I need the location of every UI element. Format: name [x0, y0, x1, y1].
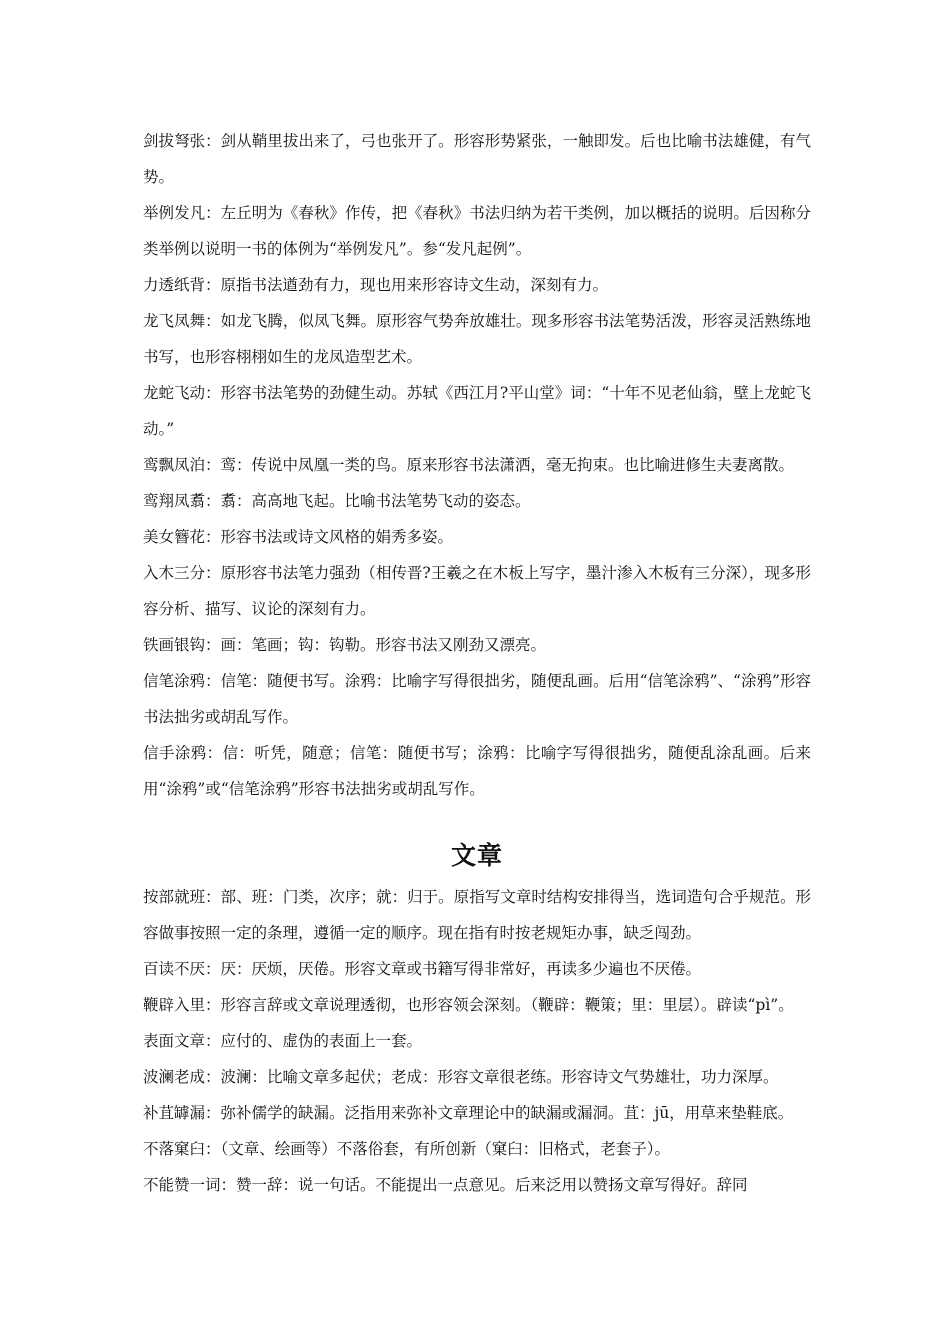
idiom-entry: 信手涂鸦：信：听凭，随意；信笔：随便书写；涂鸦：比喻字写得很拙劣，随便乱涂乱画。后来用“涂鸦”或“信笔涂鸦”形容书法拙劣或胡乱写作。	[143, 744, 811, 798]
idiom-entry: 美女簪花：形容书法或诗文风格的娟秀多姿。	[143, 528, 454, 546]
idiom-entry: 铁画银钩：画：笔画；钩：钩勒。形容书法又刚劲又漂亮。	[143, 636, 547, 654]
idiom-entry: 鸾飘凤泊：鸾：传说中凤凰一类的鸟。原来形容书法潇洒，毫无拘束。也比喻进修生夫妻离散。	[143, 456, 795, 474]
idiom-entry: 表面文章：应付的、虚伪的表面上一套。	[143, 1032, 423, 1050]
idiom-entry: 按部就班：部、班：门类，次序；就：归于。原指写文章时结构安排得当，选词造句合乎规范。形容做事按照一定的条理，遵循一定的顺序。现在指有时按老规矩办事，缺乏闯劲。	[143, 888, 811, 942]
idiom-entry: 百读不厌：厌：厌烦，厌倦。形容文章或书籍写得非常好，再读多少遍也不厌倦。	[143, 960, 702, 978]
section-writing	[143, 879, 811, 1203]
idiom-entry: 信笔涂鸦：信笔：随便书写。涂鸦：比喻字写得很拙劣，随便乱画。后用“信笔涂鸦”、“涂鸦”形容书法拙劣或胡乱写作。	[143, 672, 811, 726]
idiom-entry: 不落窠臼：（文章、绘画等）不落俗套，有所创新（窠臼：旧格式，老套子）。	[143, 1140, 671, 1158]
idiom-entry: 不能赞一词：赞一辞：说一句话。不能提出一点意见。后来泛用以赞扬文章写得好。辞同	[143, 1176, 748, 1194]
section-heading: 文章	[450, 841, 503, 870]
idiom-entry: 波澜老成：波澜：比喻文章多起伏；老成：形容文章很老练。形容诗文气势雄壮，功力深厚。	[143, 1068, 779, 1086]
section-calligraphy	[143, 123, 811, 807]
idiom-entry: 鸾翔凤翥：翥：高高地飞起。比喻书法笔势飞动的姿态。	[143, 492, 531, 510]
idiom-entry: 举例发凡：左丘明为《春秋》作传，把《春秋》书法归纳为若干类例，加以概括的说明。后因称分类举例以说明一书的体例为“举例发凡”。参“发凡起例”。	[143, 204, 811, 258]
idiom-entry: 龙飞凤舞：如龙飞腾，似凤飞舞。原形容气势奔放雄壮。现多形容书法笔势活泼，形容灵活熟练地书写，也形容栩栩如生的龙凤造型艺术。	[143, 312, 811, 366]
document-page	[143, 123, 811, 1203]
idiom-entry: 入木三分：原形容书法笔力强劲（相传晋?王羲之在木板上写字，墨汁渗入木板有三分深），现多形容分析、描写、议论的深刻有力。	[143, 564, 811, 618]
idiom-entry: 剑拔弩张：剑从鞘里拔出来了，弓也张开了。形容形势紧张，一触即发。后也比喻书法雄健，有气势。	[143, 132, 811, 186]
idiom-entry: 鞭辟入里：形容言辞或文章说理透彻，也形容领会深刻。（鞭辟：鞭策；里：里层）。辟读“pì”。	[143, 996, 794, 1014]
idiom-entry: 补苴罅漏：弥补儒学的缺漏。泛指用来弥补文章理论中的缺漏或漏洞。苴：jū，用草来垫鞋底。	[143, 1104, 794, 1122]
idiom-entry: 力透纸背：原指书法遒劲有力，现也用来形容诗文生动，深刻有力。	[143, 276, 609, 294]
idiom-entry: 龙蛇飞动：形容书法笔势的劲健生动。苏轼《西江月?平山堂》词：“十年不见老仙翁，壁上龙蛇飞动。”	[143, 384, 811, 438]
